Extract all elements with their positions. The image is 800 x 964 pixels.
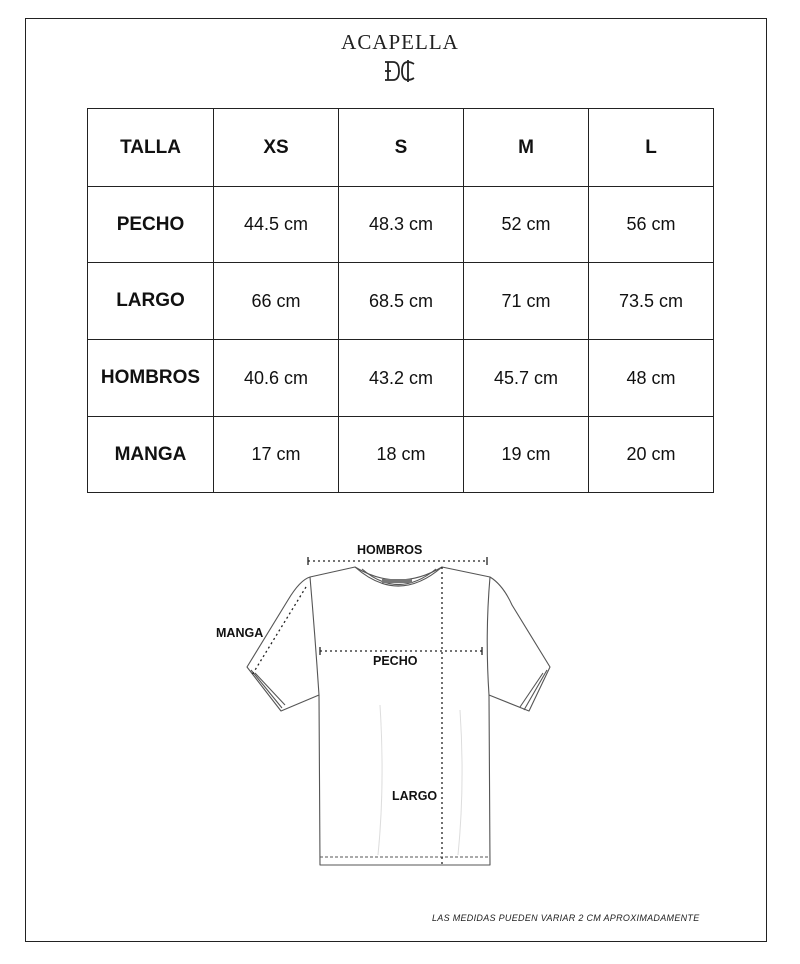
table-cell: 52 cm [464,187,589,263]
table-cell: 18 cm [339,417,464,493]
brand-monogram-logo [383,58,417,84]
table-cell: 45.7 cm [464,340,589,417]
table-cell: 44.5 cm [214,187,339,263]
row-label: PECHO [88,187,214,263]
table-cell: 48.3 cm [339,187,464,263]
table-row-hombros [88,340,714,417]
table-cell: 43.2 cm [339,340,464,417]
label-manga: MANGA [216,626,264,640]
table-cell: 48 cm [589,340,714,417]
table-cell: 19 cm [464,417,589,493]
header-talla: TALLA [88,109,214,187]
table-row-pecho [88,187,714,263]
header-size-m: M [464,109,589,187]
header-size-s: S [339,109,464,187]
table-cell: 40.6 cm [214,340,339,417]
table-cell: 20 cm [589,417,714,493]
tshirt-measurement-diagram [210,535,590,880]
row-label: HOMBROS [88,340,214,417]
label-hombros: HOMBROS [357,543,423,557]
table-cell: 17 cm [214,417,339,493]
label-largo: LARGO [392,789,438,803]
label-pecho: PECHO [373,654,418,668]
table-cell: 68.5 cm [339,263,464,340]
table-cell: 73.5 cm [589,263,714,340]
table-row-largo [88,263,714,340]
header-size-l: L [589,109,714,187]
table-cell: 56 cm [589,187,714,263]
table-row-manga [88,417,714,493]
row-label: LARGO [88,263,214,340]
brand-name: ACAPELLA [341,30,459,54]
measurement-disclaimer: LAS MEDIDAS PUEDEN VARIAR 2 CM APROXIMADAMENTE [432,913,700,923]
table-cell: 66 cm [214,263,339,340]
table-cell: 71 cm [464,263,589,340]
row-label: MANGA [88,417,214,493]
neck-label-tag [382,579,412,583]
size-chart-table [87,108,714,493]
table-header-row [88,109,714,187]
header-size-xs: XS [214,109,339,187]
